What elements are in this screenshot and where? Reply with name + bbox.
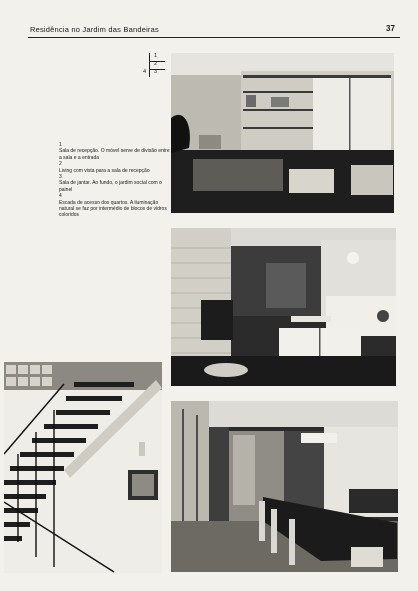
photo-layout-key [141,53,165,77]
caption-text: Escada de acesso dos quartos. A iluminação natural se faz por intermédio de blocos de vidros coloridos [59,199,167,219]
caption-number: 2 [59,161,62,168]
caption-text: Sala de recepção. O móvel serve de divisão entre a sala e a entrada [59,148,170,161]
caption-number: 4 [59,193,62,200]
caption-text: Sala de jantar. Ao fundo, o jardim social com o painel [59,180,162,193]
caption-number: 3 [59,174,62,181]
key-cell-4: 4 [143,69,147,75]
key-cell-1: 1 [154,53,158,59]
article-title: Residência no Jardim das Bandeiras [30,25,159,34]
page-number: 37 [386,24,395,33]
photo-dining-room [171,401,398,572]
photo-living-room [171,228,396,386]
photo-staircase [4,362,162,573]
photo-reception-room [171,53,394,213]
caption-text: Living com vista para a sala de recepção [59,167,150,174]
header-rule [28,37,400,38]
caption-number: 1 [59,142,62,148]
key-cell-3: 3 [154,69,158,75]
key-cell-2: 2 [154,61,158,67]
captions-block [59,142,171,219]
key-divider-vertical [149,53,150,77]
